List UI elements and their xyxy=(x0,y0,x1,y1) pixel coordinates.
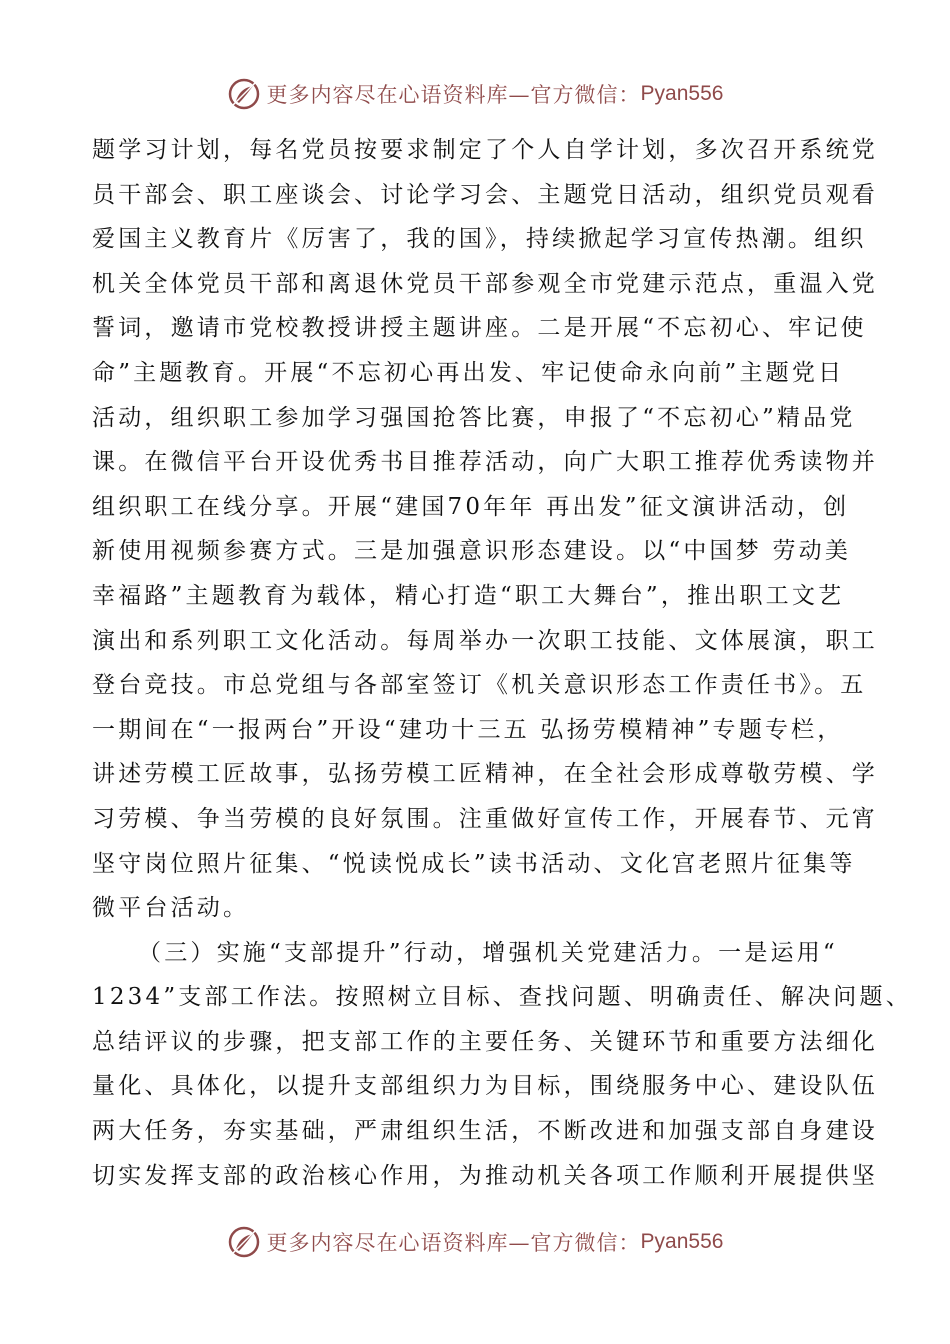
wechat-id: Pyan556 xyxy=(640,82,724,105)
text-line: 量化、具体化，以提升支部组织力为目标，围绕服务中心、建设队伍 xyxy=(92,1073,878,1100)
section-heading-line: （三）实施“支部提升”行动，增强机关党建活力。一是运用“ xyxy=(138,939,838,966)
text-line: 切实发挥支部的政治核心作用，为推动机关各项工作顺利开展提供坚 xyxy=(92,1162,878,1189)
document-body xyxy=(92,128,912,1198)
text-line: 演出和系列职工文化活动。每周举办一次职工技能、文体展演，职工 xyxy=(92,627,878,654)
text-line: 1234”支部工作法。按照树立目标、查找问题、明确责任、解决问题、 xyxy=(92,984,912,1011)
text-line: 爱国主义教育片《厉害了，我的国》，持续掀起学习宣传热潮。组织 xyxy=(92,226,867,253)
text-line: 员干部会、职工座谈会、讨论学习会、主题党日活动，组织党员观看 xyxy=(92,181,878,208)
banner-text: 更多内容尽在心语资料库—官方微信： xyxy=(266,1231,641,1255)
footer-watermark-banner xyxy=(0,1222,950,1262)
text-line: 总结评议的步骤，把支部工作的主要任务、关键环节和重要方法细化 xyxy=(92,1028,878,1055)
logo-icon xyxy=(227,77,261,111)
text-line: 命”主题教育。开展“不忘初心再出发、牢记使命永向前”主题党日 xyxy=(92,359,845,386)
text-line: 习劳模、争当劳模的良好氛围。注重做好宣传工作，开展春节、元宵 xyxy=(92,805,878,832)
banner-text: 更多内容尽在心语资料库—官方微信： xyxy=(266,83,641,107)
text-line: 课。在微信平台开设优秀书目推荐活动，向广大职工推荐优秀读物并 xyxy=(92,449,878,476)
text-line: 誓词，邀请市党校教授讲授主题讲座。二是开展“不忘初心、牢记使 xyxy=(92,315,867,342)
text-line: 微平台活动。 xyxy=(92,895,250,922)
text-line: 坚守岗位照片征集、“悦读悦成长”读书活动、文化宫老照片征集等 xyxy=(92,850,856,877)
text-line: 机关全体党员干部和离退休党员干部参观全市党建示范点，重温入党 xyxy=(92,270,878,297)
text-line: 新使用视频参赛方式。三是加强意识形态建设。以“中国梦 劳动美 xyxy=(92,538,852,565)
text-line: 一期间在“一报两台”开设“建功十三五 弘扬劳模精神”专题专栏， xyxy=(92,716,844,743)
logo-icon xyxy=(227,1225,261,1259)
text-line: 讲述劳模工匠故事，弘扬劳模工匠精神，在全社会形成尊敬劳模、学 xyxy=(92,761,878,788)
text-line: 幸福路”主题教育为载体，精心打造“职工大舞台”，推出职工文艺 xyxy=(92,582,845,609)
text-line: 活动，组织职工参加学习强国抢答比赛，申报了“不忘初心”精品党 xyxy=(92,404,856,431)
text-line: 组织职工在线分享。开展“建国70年年 再出发”征文演讲活动，创 xyxy=(92,493,850,520)
text-line: 两大任务，夯实基础，严肃组织生活，不断改进和加强支部自身建设 xyxy=(92,1118,878,1145)
text-line: 题学习计划，每名党员按要求制定了个人自学计划，多次召开系统党 xyxy=(92,137,878,163)
text-line: 登台竞技。市总党组与各部室签订《机关意识形态工作责任书》。五 xyxy=(92,672,867,699)
wechat-id: Pyan556 xyxy=(640,1230,724,1253)
header-watermark-banner xyxy=(0,74,950,114)
